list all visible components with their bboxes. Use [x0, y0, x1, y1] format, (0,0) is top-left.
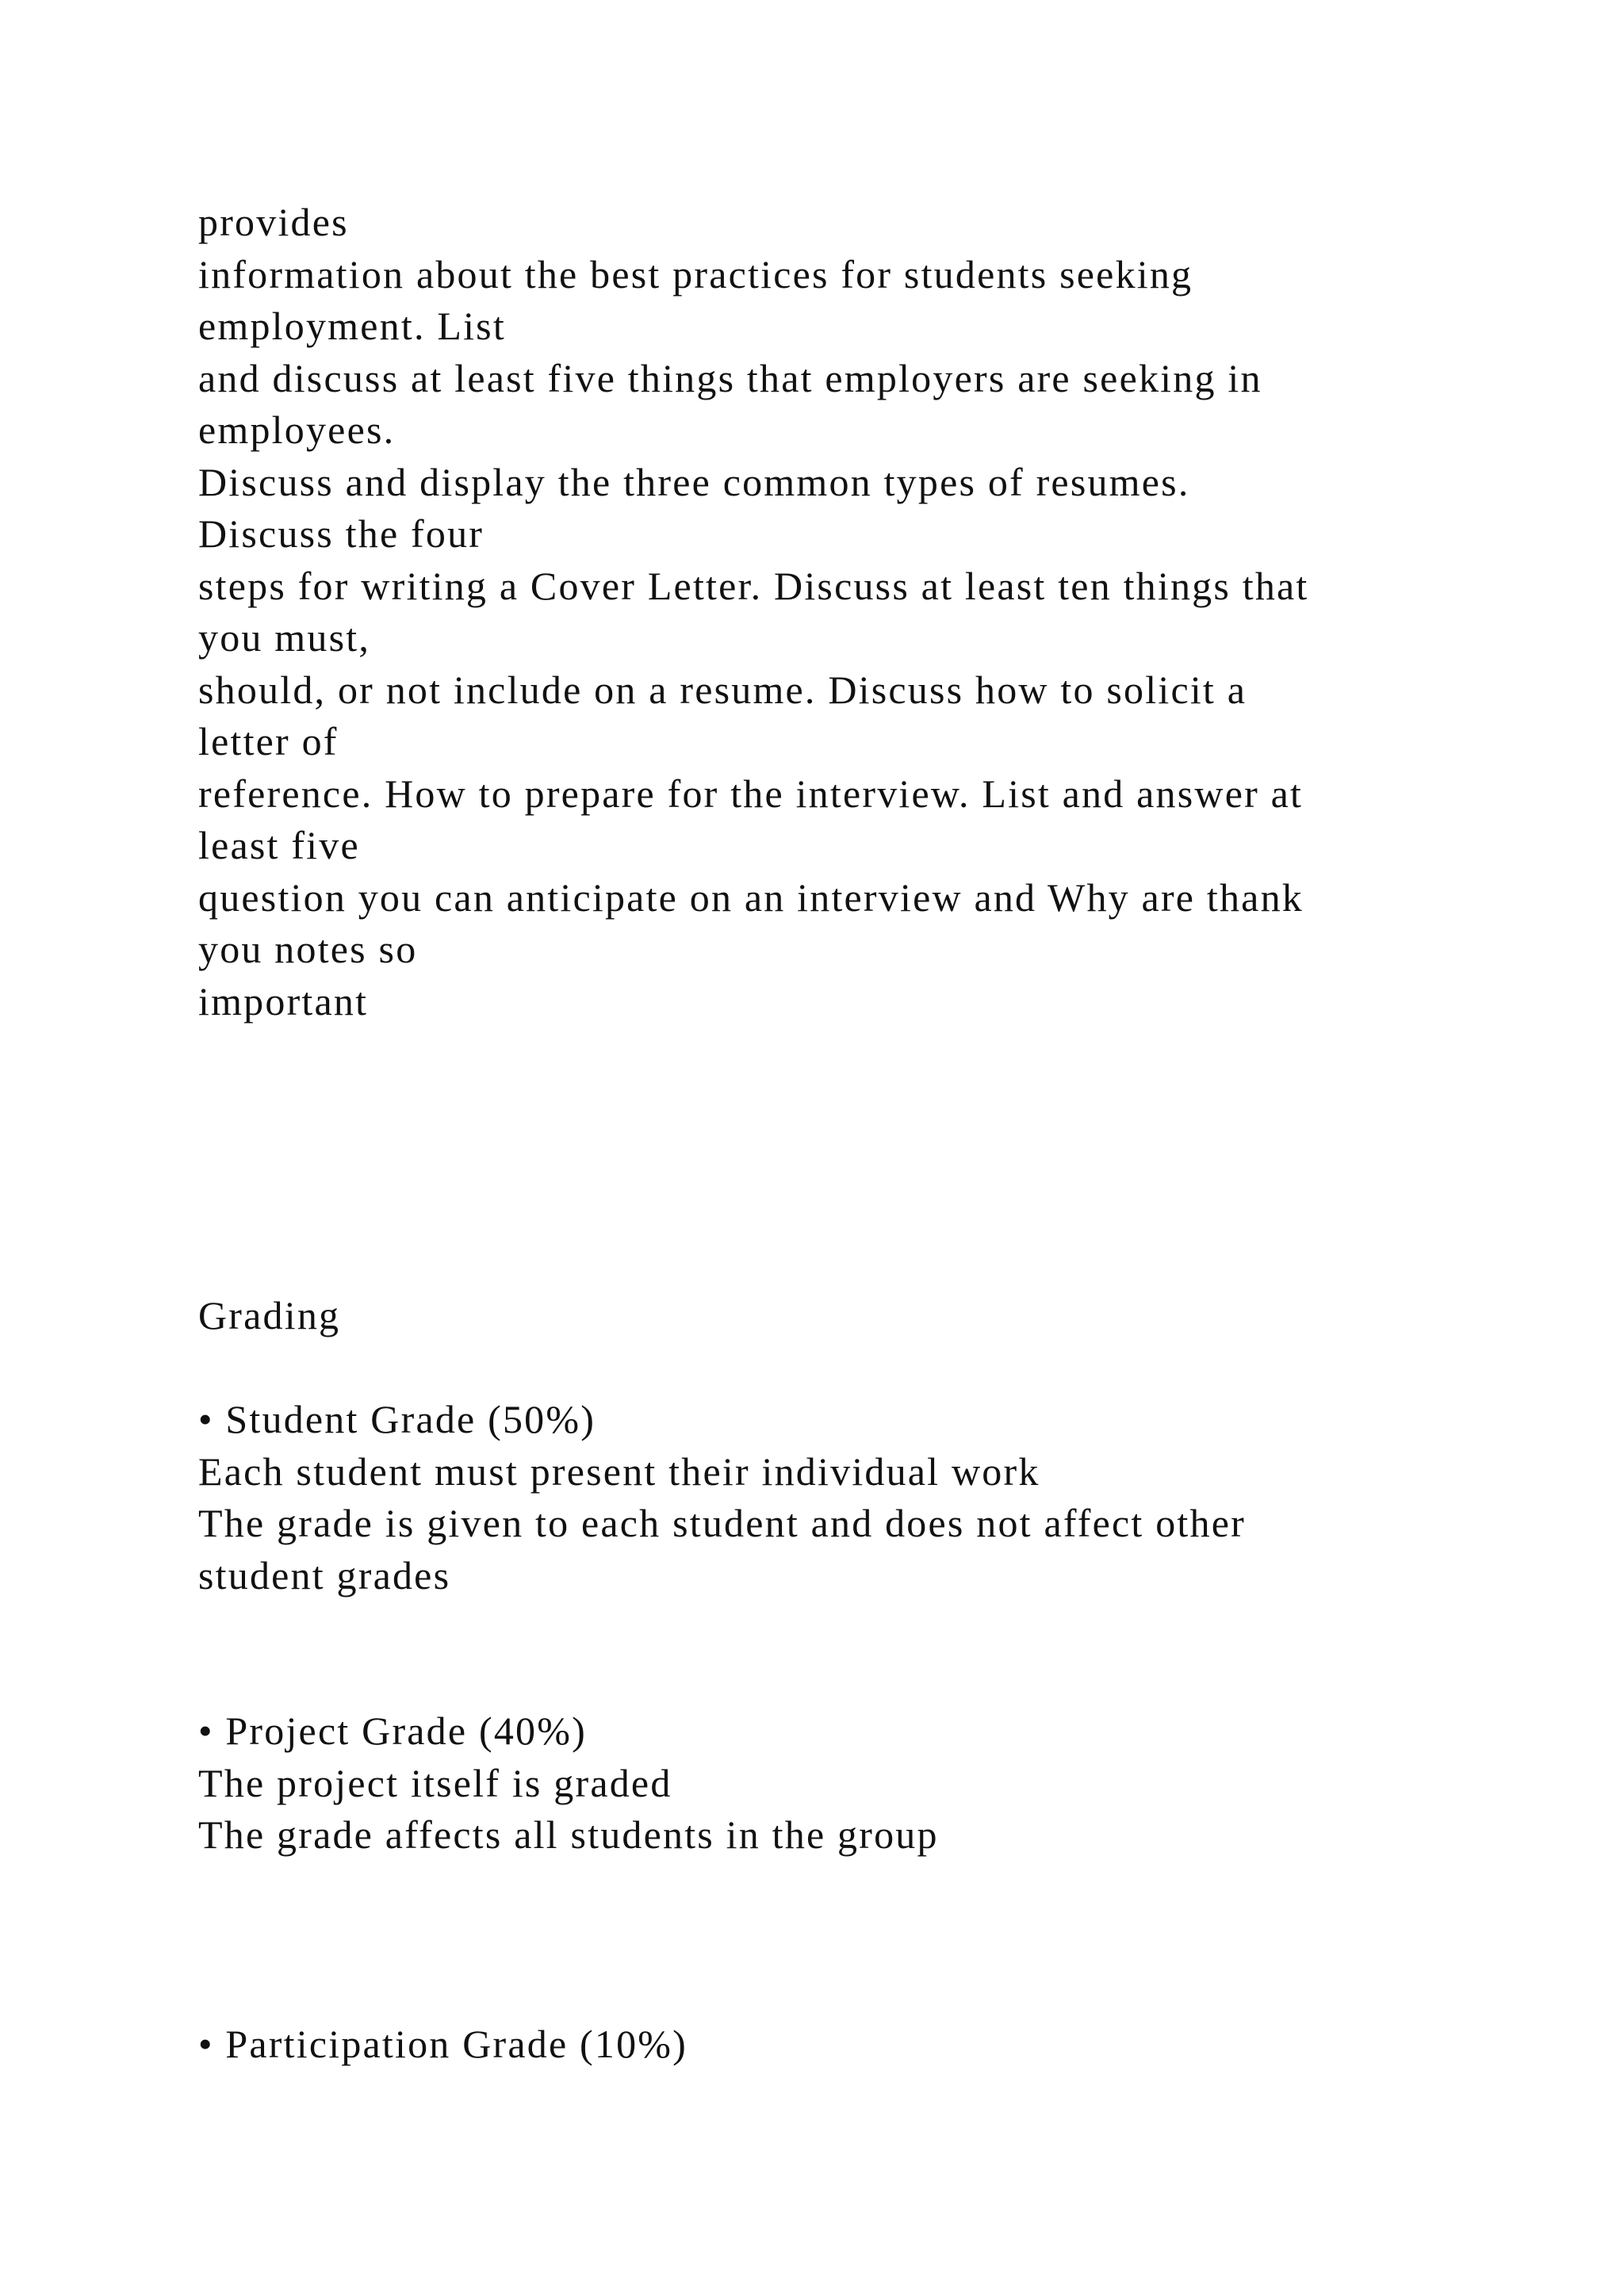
- project-grade-line: The grade affects all students in the group: [198, 1812, 939, 1857]
- body-line: employment. List: [198, 304, 506, 348]
- body-line: and discuss at least five things that employers are seeking in: [198, 355, 1262, 400]
- body-line: Discuss the four: [198, 511, 485, 556]
- participation-grade-item: [198, 2019, 1546, 2071]
- body-line: reference. How to prepare for the interview. List and answer at: [198, 771, 1304, 816]
- student-grade-line: The grade is given to each student and does not affect other: [198, 1501, 1246, 1545]
- body-line: should, or not include on a resume. Discuss how to solicit a: [198, 667, 1247, 712]
- body-line: employees.: [198, 408, 396, 452]
- body-line: you must,: [198, 615, 371, 660]
- student-grade-title: • Student Grade (50%): [198, 1397, 596, 1441]
- body-line: Discuss and display the three common types of resumes.: [198, 459, 1190, 504]
- body-line: information about the best practices for students seeking: [198, 251, 1193, 297]
- project-grade-item: [198, 1705, 1546, 1862]
- student-grade-line: student grades: [198, 1552, 451, 1598]
- student-grade-item: [198, 1394, 1546, 1601]
- body-line: least five: [198, 823, 360, 867]
- grading-section: [198, 1290, 1546, 1342]
- student-grade-line: Each student must present their individual work: [198, 1448, 1040, 1494]
- grading-heading: Grading: [198, 1293, 341, 1337]
- body-line: question you can anticipate on an interview and Why are thank: [198, 874, 1304, 920]
- project-grade-line: The project itself is graded: [198, 1760, 672, 1805]
- body-line: important: [198, 978, 369, 1024]
- participation-grade-title: • Participation Grade (10%): [198, 2022, 688, 2066]
- assignment-description: [198, 197, 1546, 1027]
- body-line: you notes so: [198, 927, 418, 971]
- project-grade-title: • Project Grade (40%): [198, 1709, 587, 1753]
- body-line: letter of: [198, 719, 339, 763]
- body-line: provides: [198, 200, 349, 244]
- body-line: steps for writing a Cover Letter. Discuss at least ten things that: [198, 563, 1309, 608]
